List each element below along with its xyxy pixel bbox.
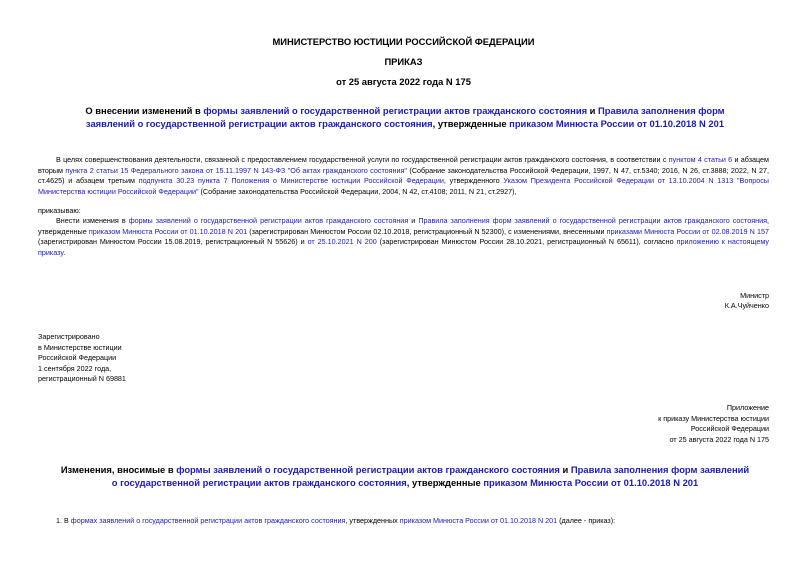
- preamble-link-regulation[interactable]: подпункта 30.23 пункта 7 Положения о Министерстве юстиции Российской Федерации: [138, 176, 444, 186]
- ministry-heading: МИНИСТЕРСТВО ЮСТИЦИИ РОССИЙСКОЙ ФЕДЕРАЦИИ: [272, 36, 535, 47]
- order-link-forms[interactable]: формы заявлений о государственной регистрации актов гражданского состояния: [128, 216, 409, 225]
- changes-link-order-201[interactable]: приказом Минюста России от 01.10.2018 N 201: [483, 477, 699, 488]
- preamble-text-2: и абзацем вторым: [38, 155, 769, 175]
- signature-role: Министр: [740, 291, 769, 300]
- signature-name: К.А.Чуйченко: [724, 301, 769, 310]
- appendix-line-3: Российской Федерации: [690, 424, 769, 434]
- preamble-text-5: (Собрание законодательства Российской Федерации, 2004, N 42, ст.4108; 2011, N 21, ст.2927),: [198, 186, 517, 196]
- order-text-7: .: [63, 247, 66, 257]
- title-text-3: , утвержденные: [432, 118, 510, 129]
- changes-text-3: , утвержденные: [406, 477, 484, 488]
- order-word: приказываю:: [38, 206, 81, 215]
- preamble-link-decree[interactable]: Указом Президента Российской Федерации от 13.10.2004 N 1313 "Вопросы Министерства юстиции Российской Федерации": [38, 176, 769, 196]
- registration-block: [38, 332, 126, 385]
- title-text-2: и: [587, 105, 599, 116]
- order-link-order-201[interactable]: приказом Минюста России от 01.10.2018 N 201: [88, 226, 248, 236]
- appendix-line-4: от 25 августа 2022 года N 175: [669, 434, 769, 444]
- title-link-order-201[interactable]: приказом Минюста России от 01.10.2018 N 201: [509, 118, 725, 129]
- order-link-order-157[interactable]: приказами Минюста России от 02.08.2019 N 157: [606, 226, 769, 236]
- title-link-rules[interactable]: Правила заполнения форм заявлений о государственной регистрации актов гражданского состояния: [85, 105, 725, 129]
- order-date-number: от 25 августа 2022 года N 175: [336, 76, 471, 87]
- item-1: [56, 516, 776, 527]
- preamble-text-1: В целях совершенствования деятельности, связанной с предоставлением государственной услуги по государственной регистрации актов гражданского состояния, в соответствии с: [56, 155, 669, 164]
- preamble-link-p4-art6[interactable]: пунктом 4 статьи 6: [668, 155, 733, 164]
- appendix-block: [658, 403, 769, 445]
- order-paragraph: [38, 216, 769, 258]
- title-link-forms[interactable]: формы заявлений о государственной регистрации актов гражданского состояния: [203, 105, 588, 116]
- preamble-text-4: , утвержденного: [443, 176, 504, 186]
- registration-line-3: Российской Федерации: [38, 353, 117, 363]
- changes-link-rules[interactable]: Правила заполнения форм заявлений о государственной регистрации актов гражданского состояния: [111, 464, 750, 488]
- item1-link-forms[interactable]: формах заявлений о государственной регистрации актов гражданского состояния: [70, 516, 346, 525]
- item1-text-3: (далее - приказ):: [557, 516, 616, 525]
- registration-line-2: в Министерстве юстиции: [38, 342, 122, 352]
- item1-text-1: 1. В: [56, 516, 71, 525]
- changes-text-1: Изменения, вносимые в: [60, 464, 177, 475]
- appendix-line-2: к приказу Министерства юстиции: [658, 413, 769, 423]
- order-text-6: (зарегистрирован Минюстом России 28.10.2021, регистрационный N 65611), согласно: [376, 237, 677, 247]
- title-text-1: О внесении изменений в: [85, 105, 204, 116]
- registration-line-4: 1 сентября 2022 года,: [38, 363, 112, 373]
- order-text-2: и: [408, 216, 419, 225]
- preamble-paragraph: [38, 155, 769, 197]
- appendix-line-1: Приложение: [726, 403, 769, 412]
- order-title: [60, 104, 750, 130]
- item1-link-order-201[interactable]: приказом Минюста России от 01.10.2018 N 201: [399, 516, 558, 525]
- preamble-text-3: (Собрание законодательства Российской Федерации, 1997, N 47, ст.5340; 2016, N 26, ст.3888; 2022, N 27, ст.4625) и абзацем третьим: [38, 165, 769, 186]
- changes-title: [60, 463, 750, 489]
- item1-text-2: , утвержденных: [345, 516, 400, 525]
- order-link-appendix[interactable]: приложению к настоящему приказу: [38, 237, 769, 257]
- changes-link-forms[interactable]: формы заявлений о государственной регистрации актов гражданского состояния: [176, 464, 560, 475]
- doc-type-heading: ПРИКАЗ: [384, 56, 423, 67]
- order-text-3: , утвержденные: [38, 216, 770, 236]
- order-link-order-200[interactable]: от 25.10.2021 N 200: [307, 237, 377, 247]
- order-text-5: (зарегистрирован Минюстом России 15.08.2019, регистрационный N 55626) и: [38, 237, 308, 247]
- preamble-link-federal-law[interactable]: пункта 2 статьи 15 Федерального закона от 15.11.1997 N 143-ФЗ "Об актах гражданского состояния": [65, 165, 407, 175]
- registration-line-5: регистрационный N 69881: [38, 374, 126, 384]
- order-text-4: (зарегистрирован Минюстом России 02.10.2018, регистрационный N 52300), с изменениями, внесенными: [247, 226, 607, 236]
- registration-line-1: Зарегистрировано: [38, 332, 100, 341]
- order-link-rules[interactable]: Правила заполнения форм заявлений о государственной регистрации актов гражданского состояния: [418, 216, 768, 225]
- changes-text-2: и: [559, 464, 571, 475]
- order-text-1: Внести изменения в: [56, 216, 129, 225]
